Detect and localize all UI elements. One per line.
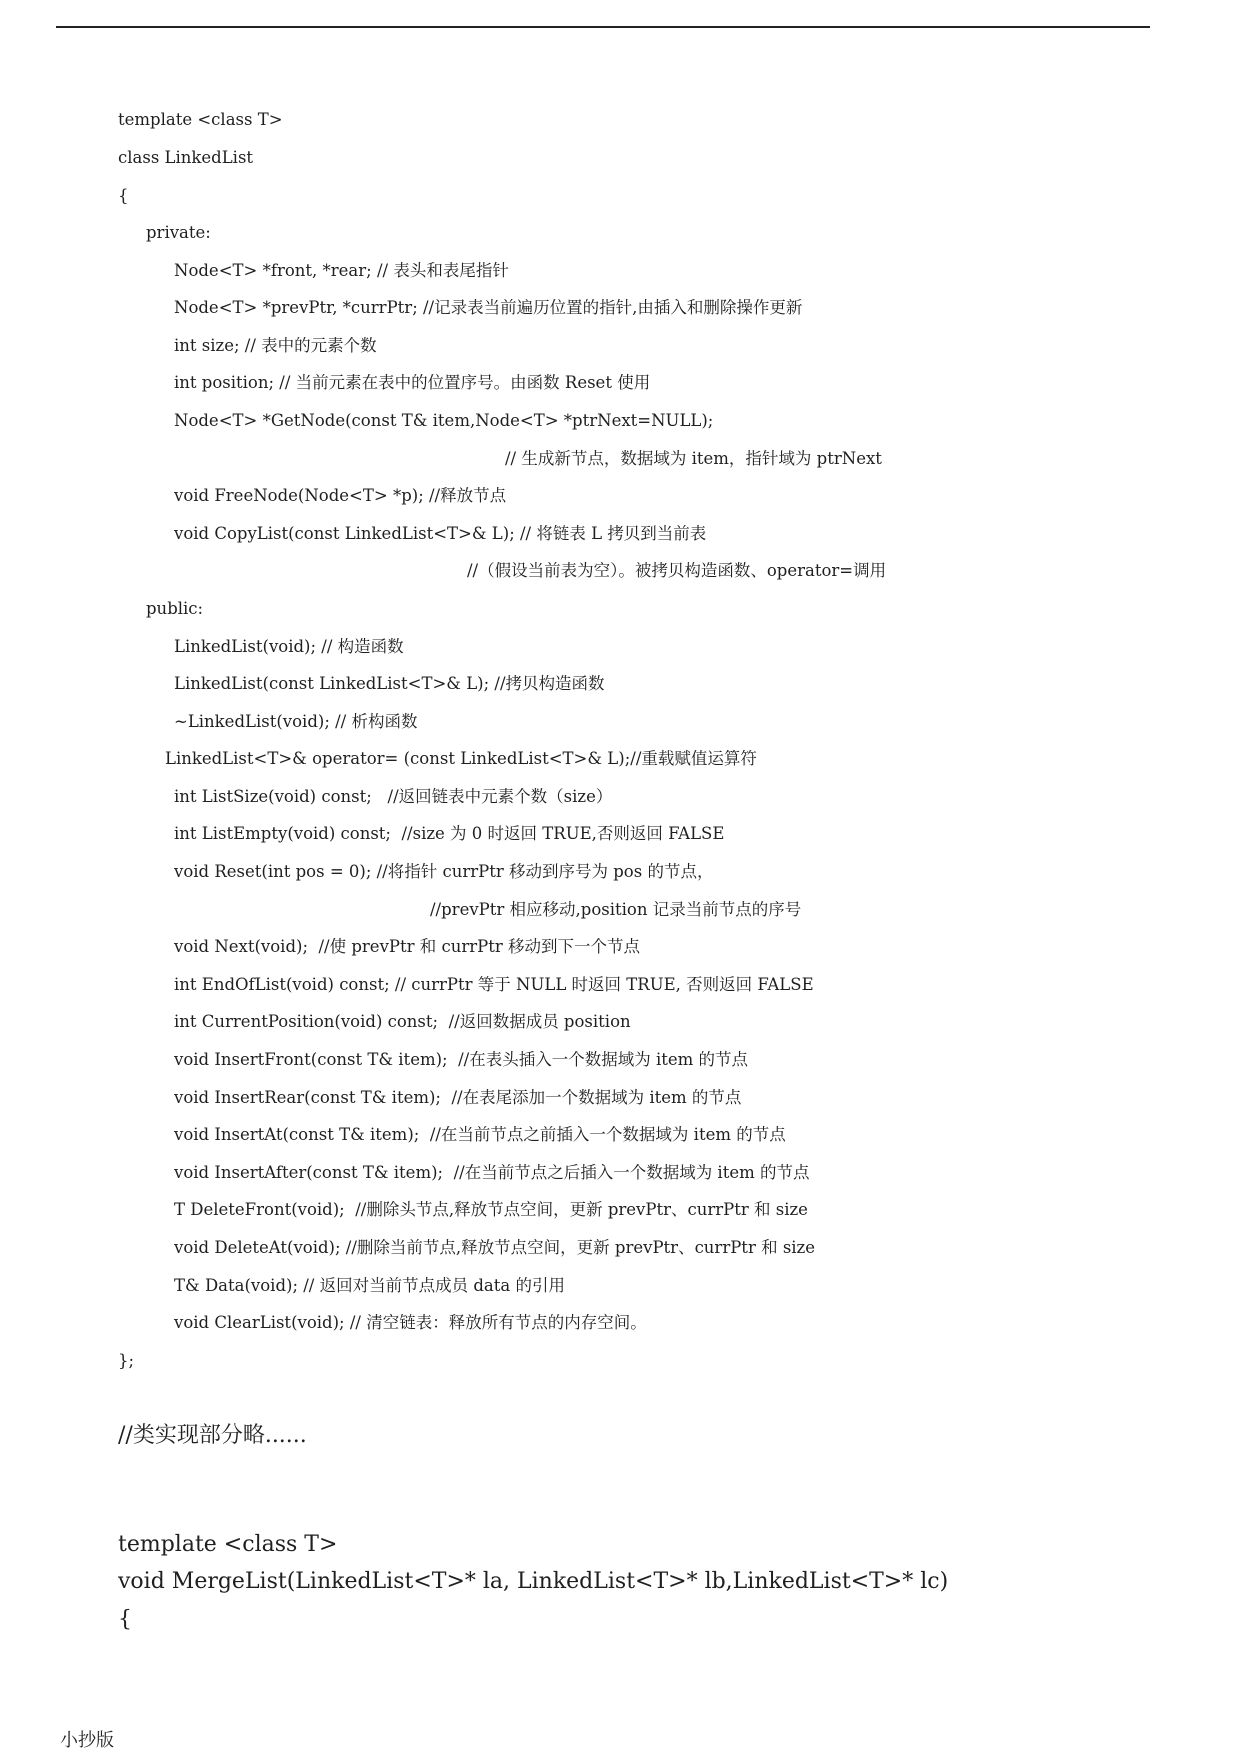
code-line: int CurrentPosition(void) const; //返回数据成员 position: [174, 1012, 631, 1031]
code-line: int EndOfList(void) const; // currPtr 等于 NULL 时返回 TRUE, 否则返回 FALSE: [174, 975, 814, 994]
code-line: void MergeList(LinkedList<T>* la, LinkedList<T>* lb,LinkedList<T>* lc): [118, 1569, 949, 1594]
code-line: {: [118, 186, 129, 205]
code-line: private:: [146, 223, 211, 242]
code-line: //（假设当前表为空）。被拷贝构造函数、operator=调用: [467, 561, 887, 580]
code-line: int ListEmpty(void) const; //size 为 0 时返回 TRUE,否则返回 FALSE: [174, 824, 725, 843]
code-line: T DeleteFront(void); //删除头节点,释放节点空间，更新 prevPtr、currPtr 和 size: [174, 1200, 808, 1219]
code-line: class LinkedList: [118, 148, 254, 167]
code-line: public:: [146, 599, 204, 618]
code-line: int size; // 表中的元素个数: [174, 336, 377, 355]
code-line: //prevPtr 相应移动,position 记录当前节点的序号: [430, 900, 802, 919]
code-line: void DeleteAt(void); //删除当前节点,释放节点空间，更新 prevPtr、currPtr 和 size: [174, 1238, 816, 1257]
code-line: LinkedList<T>& operator= (const LinkedList<T>& L);//重载赋值运算符: [165, 749, 757, 768]
code-line: void InsertRear(const T& item); //在表尾添加一个数据域为 item 的节点: [174, 1088, 742, 1107]
code-line: template <class T>: [118, 110, 283, 129]
code-line: void InsertFront(const T& item); //在表头插入一个数据域为 item 的节点: [174, 1050, 749, 1069]
code-line: LinkedList(const LinkedList<T>& L); //拷贝构造函数: [174, 674, 605, 693]
code-line: void InsertAt(const T& item); //在当前节点之前插入一个数据域为 item 的节点: [174, 1125, 786, 1144]
code-line: int position; // 当前元素在表中的位置序号。由函数 Reset 使用: [174, 373, 651, 392]
code-line: void FreeNode(Node<T> *p); //释放节点: [174, 486, 507, 505]
code-line: void CopyList(const LinkedList<T>& L); // 将链表 L 拷贝到当前表: [174, 524, 707, 543]
code-line: T& Data(void); // 返回对当前节点成员 data 的引用: [174, 1276, 565, 1295]
code-line: };: [118, 1351, 135, 1370]
header-rule: [56, 26, 1150, 28]
footer-label: 小抄版: [60, 1730, 114, 1751]
code-line: int ListSize(void) const; //返回链表中元素个数（size）: [174, 787, 613, 806]
code-line: ~LinkedList(void); // 析构函数: [174, 712, 418, 731]
code-line: void Reset(int pos = 0); //将指针 currPtr 移动到序号为 pos 的节点，: [174, 862, 714, 881]
code-line: // 生成新节点，数据域为 item，指针域为 ptrNext: [505, 449, 882, 468]
code-line: LinkedList(void); // 构造函数: [174, 637, 404, 656]
code-line: Node<T> *GetNode(const T& item,Node<T> *ptrNext=NULL);: [174, 411, 714, 430]
code-line: void InsertAfter(const T& item); //在当前节点之后插入一个数据域为 item 的节点: [174, 1163, 810, 1182]
code-line: Node<T> *front, *rear; // 表头和表尾指针: [174, 261, 509, 280]
code-line: void ClearList(void); // 清空链表：释放所有节点的内存空间。: [174, 1313, 647, 1332]
code-line: {: [118, 1607, 132, 1632]
code-line: void Next(void); //使 prevPtr 和 currPtr 移动到下一个节点: [174, 937, 641, 956]
code-line: Node<T> *prevPtr, *currPtr; //记录表当前遍历位置的指针,由插入和删除操作更新: [174, 298, 803, 317]
code-line: template <class T>: [118, 1532, 338, 1557]
comment-line: //类实现部分略......: [118, 1423, 307, 1448]
